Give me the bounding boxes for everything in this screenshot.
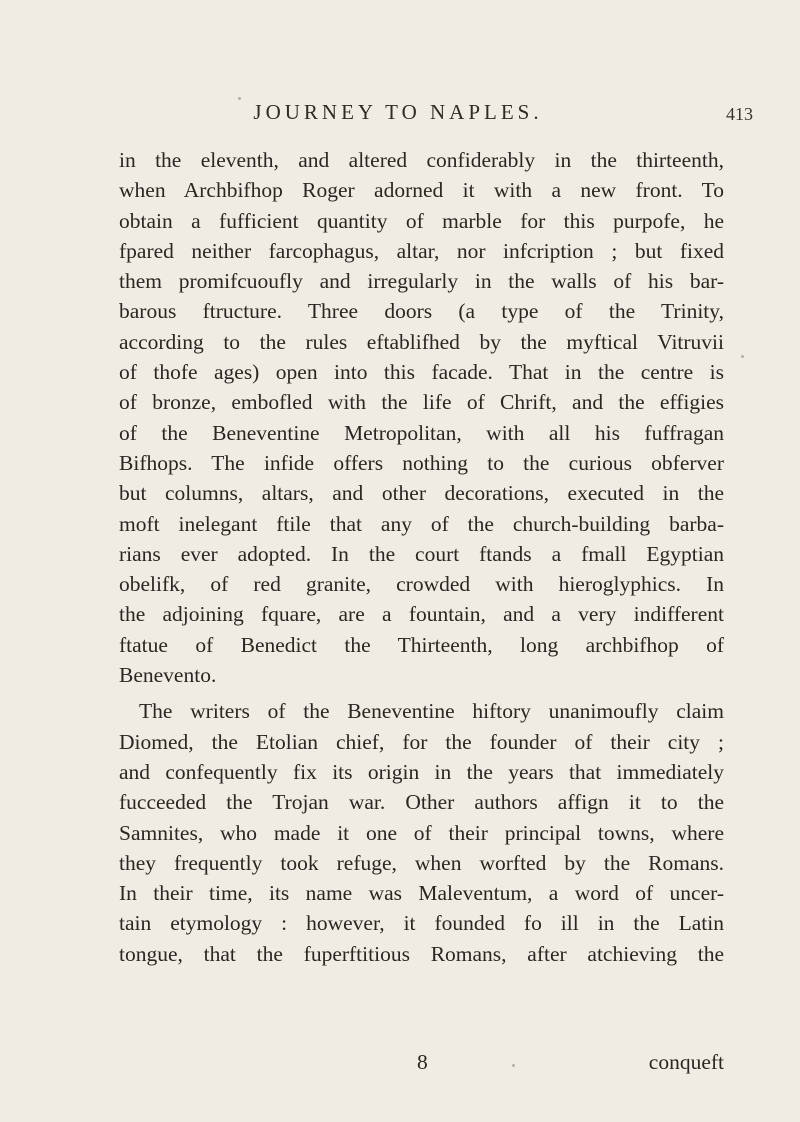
page-footer [119, 1050, 724, 1080]
page-number: 413 [726, 104, 753, 124]
text-line: of thofe ages) open into this facade. That in the centre is [119, 360, 724, 385]
text-line: tain etymology : however, it founded fo ill in the Latin [119, 911, 724, 936]
text-line: according to the rules eftablifhed by the myftical Vitruvii [119, 329, 724, 354]
text-line: when Archbifhop Roger adorned it with a new front. To [119, 178, 724, 203]
catchword: conqueft [648, 1050, 724, 1074]
running-head-title: JOURNEY TO NAPLES. [253, 100, 543, 124]
text-line: they frequently took refuge, when worfted by the Romans. [119, 850, 724, 875]
text-line: and confequently fix its origin in the years that immediately [119, 759, 724, 784]
signature-mark: 8 [417, 1050, 428, 1074]
text-line: fucceeded the Trojan war. Other authors affign it to the [119, 790, 724, 815]
text-line: In their time, its name was Maleventum, a word of uncer- [119, 881, 724, 906]
text-line: the adjoining fquare, are a fountain, and a very indifferent [119, 602, 724, 627]
text-line: in the eleventh, and altered confiderably in the thirteenth, [119, 148, 724, 172]
text-line: barous ftructure. Three doors (a type of the Trinity, [119, 299, 724, 324]
text-line: Samnites, who made it one of their principal towns, where [119, 820, 724, 845]
text-line: fpared neither farcophagus, altar, nor infcription ; but fixed [119, 238, 724, 263]
paper-speck [512, 1064, 515, 1067]
paper-speck [238, 97, 241, 100]
text-line: Diomed, the Etolian chief, for the founder of their city ; [119, 729, 724, 754]
text-line: them promifcuoufly and irregularly in the walls of his bar- [119, 269, 724, 294]
text-line: ftatue of Benedict the Thirteenth, long archbifhop of [119, 632, 724, 657]
text-line: Benevento. [119, 663, 217, 688]
text-line: of bronze, embofled with the life of Chrift, and the effigies [119, 390, 724, 415]
text-line: moft inelegant ftile that any of the church-building barba- [119, 511, 724, 536]
text-line: Bifhops. The infide offers nothing to the curious obferver [119, 450, 724, 475]
text-line: The writers of the Beneventine hiftory unanimoufly claim [139, 699, 724, 724]
text-line: of the Beneventine Metropolitan, with all his fuffragan [119, 420, 724, 445]
text-line: obelifk, of red granite, crowded with hieroglyphics. In [119, 572, 724, 597]
text-line: tongue, that the fuperftitious Romans, after atchieving the [119, 941, 724, 966]
body-text [119, 145, 724, 969]
paper-speck [741, 355, 744, 358]
text-line: rians ever adopted. In the court ftands a fmall Egyptian [119, 541, 724, 566]
text-line: obtain a fufficient quantity of marble for this purpofe, he [119, 208, 724, 233]
text-line: but columns, altars, and other decorations, executed in the [119, 481, 724, 506]
